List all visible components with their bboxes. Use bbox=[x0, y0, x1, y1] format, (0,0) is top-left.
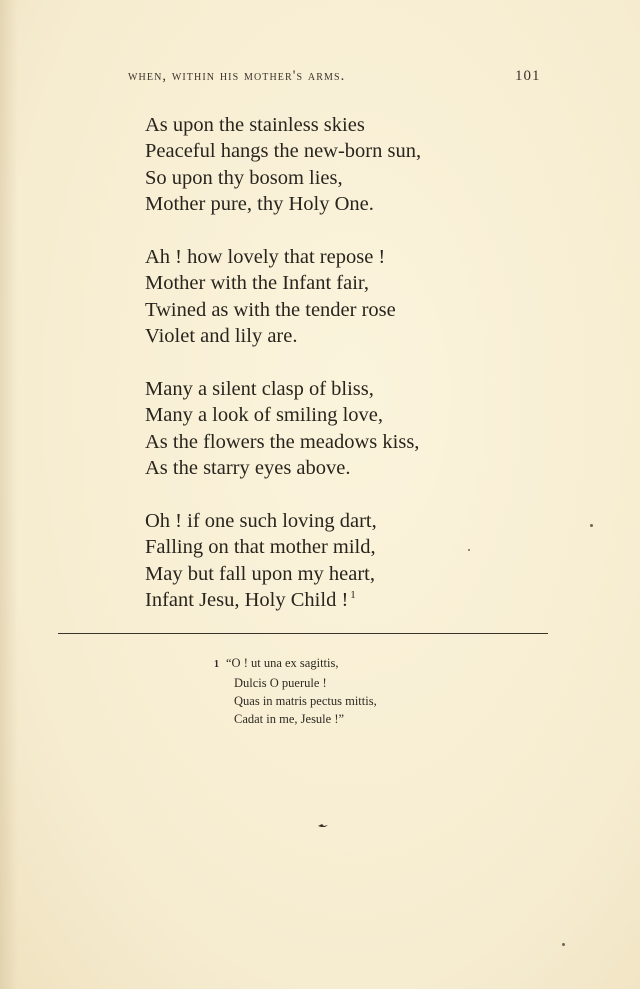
stanza-2 bbox=[145, 244, 505, 350]
poem-line: Falling on that mother mild, bbox=[145, 536, 376, 559]
footnote-line: Cadat in me, Jesule !” bbox=[234, 712, 345, 726]
footnote-line-text: “O ! ut una ex sagittis, bbox=[226, 656, 339, 670]
poem-line: Many a silent clasp of bliss, bbox=[145, 378, 374, 401]
page-number: 101 bbox=[515, 68, 541, 84]
poem-line: Mother pure, thy Holy One. bbox=[145, 193, 374, 216]
poem-line: Many a look of smiling love, bbox=[145, 404, 384, 427]
poem-line bbox=[145, 587, 505, 613]
running-head-title: when, within his mother's arms. bbox=[128, 68, 346, 84]
poem-line: May but fall upon my heart, bbox=[145, 562, 376, 585]
page-edge-shadow bbox=[0, 0, 18, 989]
poem-line: Oh ! if one such loving dart, bbox=[145, 510, 377, 533]
poem-line: Ah ! how lovely that repose ! bbox=[145, 246, 386, 269]
tailpiece-ornament-icon bbox=[318, 823, 328, 828]
footnote bbox=[214, 654, 377, 728]
poem-line: So upon thy bosom lies, bbox=[145, 166, 343, 189]
footnote-marker: 1 bbox=[214, 659, 219, 670]
footnote-line bbox=[214, 654, 377, 674]
paper-speck bbox=[468, 549, 470, 551]
footnote-line: Dulcis O puerule ! bbox=[234, 676, 327, 690]
poem-line: Mother with the Infant fair, bbox=[145, 272, 370, 295]
poem-line: Peaceful hangs the new-born sun, bbox=[145, 140, 422, 163]
poem-line: As upon the stainless skies bbox=[145, 114, 365, 136]
paper-speck bbox=[590, 524, 593, 527]
footnote-line: Quas in matris pectus mittis, bbox=[234, 694, 377, 708]
running-head bbox=[128, 68, 548, 88]
stanza-1 bbox=[145, 112, 505, 218]
paper-speck bbox=[562, 943, 565, 946]
stanza-3 bbox=[145, 376, 505, 482]
poem-line: As the starry eyes above. bbox=[145, 457, 351, 480]
poem bbox=[145, 112, 505, 640]
footnote-divider bbox=[58, 633, 548, 634]
stanza-4 bbox=[145, 508, 505, 614]
footnote-reference[interactable]: 1 bbox=[350, 589, 356, 602]
poem-line: Twined as with the tender rose bbox=[145, 298, 396, 321]
poem-line: As the flowers the meadows kiss, bbox=[145, 430, 420, 453]
poem-line: Violet and lily are. bbox=[145, 325, 298, 348]
poem-line-text: Infant Jesu, Holy Child ! bbox=[145, 589, 349, 612]
